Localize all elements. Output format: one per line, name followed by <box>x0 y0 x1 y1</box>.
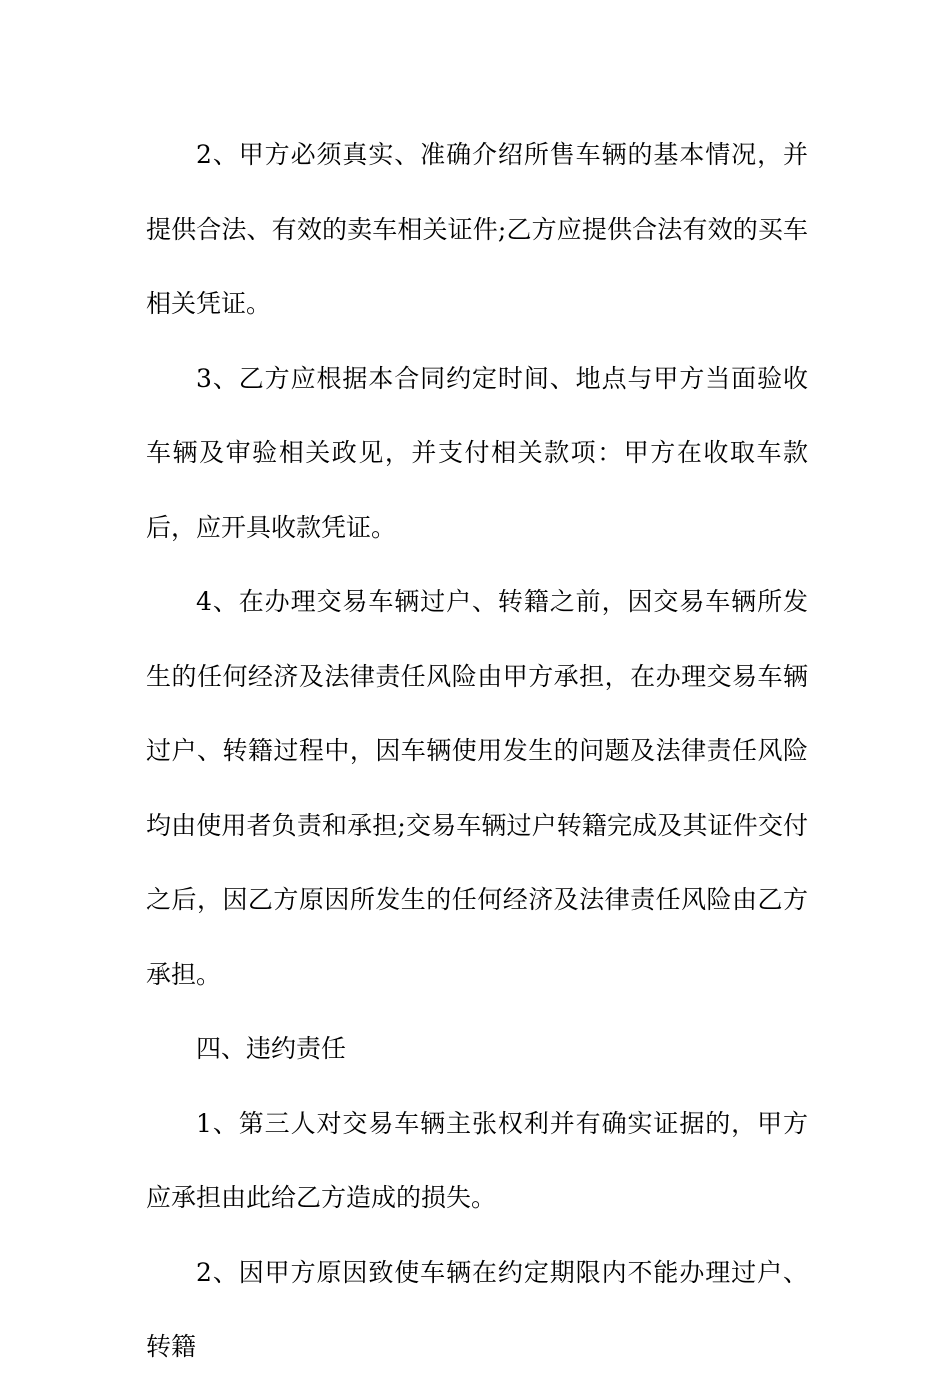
clause-4-2: 2、因甲方原因致使车辆在约定期限内不能办理过户、转籍 <box>146 1257 808 1361</box>
document-body <box>146 118 808 1385</box>
clause-3-3: 3、乙方应根据本合同约定时间、地点与甲方当面验收车辆及审验相关政见，并支付相关款项：甲方在收取车款后，应开具收款凭证。 <box>146 363 808 542</box>
clause-4-1: 1、第三人对交易车辆主张权利并有确实证据的，甲方应承担由此给乙方造成的损失。 <box>146 1108 808 1212</box>
section-heading-breach-liability: 四、违约责任 <box>196 1034 347 1063</box>
clause-3-4: 4、在办理交易车辆过户、转籍之前，因交易车辆所发生的任何经济及法律责任风险由甲方承担，在办理交易车辆过户、转籍过程中，因车辆使用发生的问题及法律责任风险均由使用者负责和承担;交易车辆过户转籍完成及其证件交付之后，因乙方原因所发生的任何经济及法律责任风险由乙方承担。 <box>146 587 808 989</box>
clause-3-2: 2、甲方必须真实、准确介绍所售车辆的基本情况，并提供合法、有效的卖车相关证件;乙方应提供合法有效的买车相关凭证。 <box>146 140 808 318</box>
